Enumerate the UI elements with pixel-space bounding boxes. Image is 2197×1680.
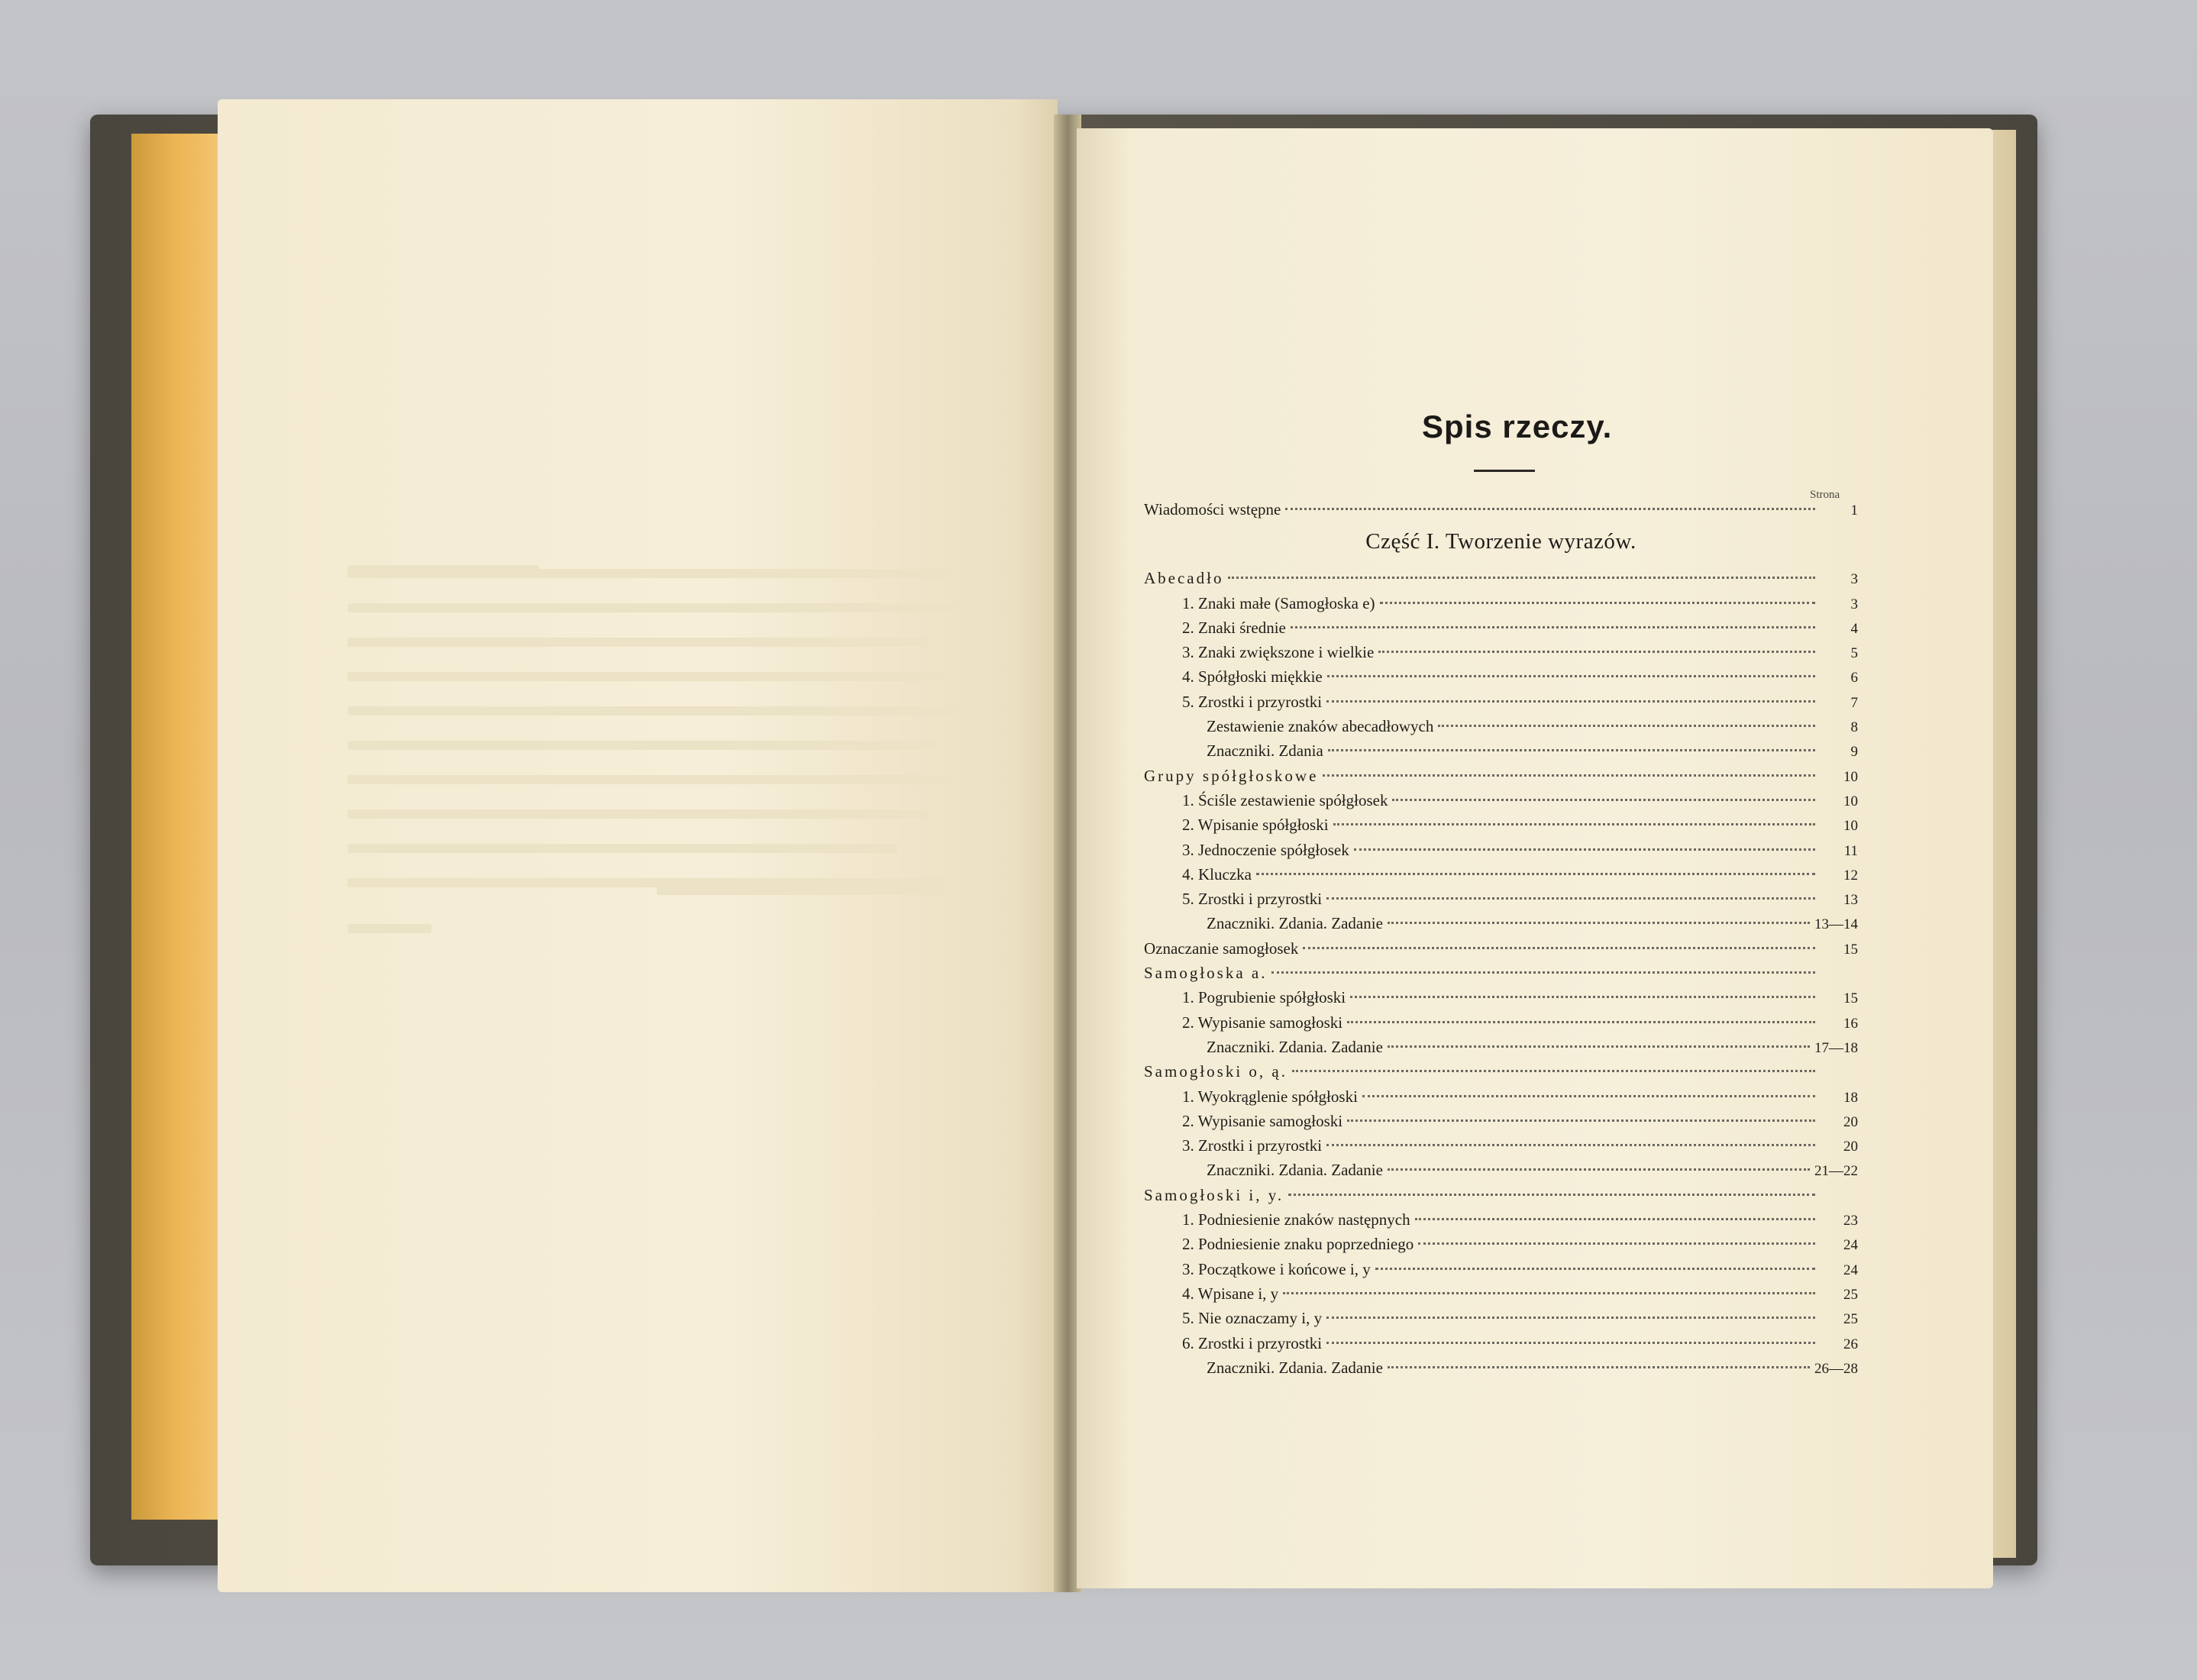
toc-entry-label: 5. Zrostki i przyrostki: [1182, 692, 1323, 711]
toc-entry-page: 17—18: [1814, 1039, 1858, 1056]
toc-entry-label: Samogłoski i, y.: [1144, 1185, 1284, 1204]
dot-leader: [1323, 774, 1815, 777]
toc-entry-page: 26—28: [1814, 1360, 1858, 1377]
toc-entry-label: 2. Wpisanie spółgłoski: [1182, 816, 1329, 835]
toc-entry: [1144, 1161, 1858, 1185]
dot-leader: [1326, 1144, 1815, 1146]
toc-entry-label: 2. Znaki średnie: [1182, 618, 1286, 637]
toc-entry: [1144, 1235, 1858, 1259]
toc-entry: [1144, 1334, 1858, 1359]
toc-entry: [1144, 1087, 1858, 1112]
toc-entry-label: Zestawienie znaków abecadłowych: [1207, 717, 1434, 736]
dot-leader: [1388, 1045, 1810, 1048]
dot-leader: [1438, 725, 1815, 727]
toc-entry-page: 5: [1850, 645, 1858, 662]
dot-leader: [1388, 922, 1810, 924]
toc-entry-label: Znaczniki. Zdania: [1207, 741, 1323, 761]
dot-leader: [1378, 651, 1815, 653]
dot-leader: [1328, 749, 1815, 751]
toc-entry-label: 5. Zrostki i przyrostki: [1182, 890, 1323, 909]
toc-entry: [1144, 643, 1858, 667]
toc-entry-label: 2. Podniesienie znaku poprzedniego: [1182, 1235, 1414, 1254]
dot-leader: [1326, 1342, 1815, 1344]
toc-entry: [1144, 693, 1858, 717]
toc-entry: [1144, 1359, 1858, 1383]
show-through-line: [657, 886, 947, 895]
dot-leader: [1350, 996, 1815, 998]
show-through-line: [347, 924, 431, 933]
dot-leader: [1388, 1168, 1810, 1171]
toc-entry-page: 13—14: [1814, 916, 1858, 933]
toc-entry: [1144, 841, 1858, 865]
toc-entry-label: Abecadło: [1144, 569, 1224, 588]
dot-leader: [1326, 1317, 1815, 1319]
toc-entry-page: 1: [1850, 502, 1858, 519]
dot-leader: [1288, 1194, 1815, 1196]
toc-entry: [1144, 1309, 1858, 1333]
toc-entry-label: Część I. Tworzenie wyrazów.: [1365, 529, 1636, 554]
toc-entry: [1144, 717, 1858, 741]
toc-entry-page: 10: [1843, 768, 1858, 785]
toc-entry-page: 8: [1850, 719, 1858, 736]
toc-entry-page: 12: [1843, 867, 1858, 884]
dot-leader: [1362, 1095, 1815, 1097]
dot-leader: [1333, 823, 1815, 825]
toc-entry: [1144, 816, 1858, 840]
dot-leader: [1392, 799, 1815, 801]
toc-entry-label: Samogłoska a.: [1144, 964, 1268, 983]
toc-entry: [1144, 594, 1858, 619]
toc-entry-label: Wiadomości wstępne: [1144, 500, 1281, 519]
dot-leader: [1228, 577, 1815, 579]
toc-entry: [1144, 1210, 1858, 1235]
toc-entry-page: 24: [1843, 1262, 1858, 1278]
toc-entry: [1144, 914, 1858, 939]
dot-leader: [1347, 1119, 1815, 1122]
show-through-line: [347, 569, 951, 578]
toc-entry: [1144, 1112, 1858, 1136]
dot-leader: [1303, 947, 1815, 949]
show-through-line: [347, 775, 951, 784]
toc-entry-label: 1. Znaki małe (Samogłoska e): [1182, 593, 1375, 612]
toc-entry-page: 7: [1850, 694, 1858, 711]
toc-entry-label: Samogłoski o, ą.: [1144, 1062, 1288, 1081]
show-through-line: [347, 706, 958, 716]
toc-entry: [1144, 1062, 1858, 1087]
toc-entry-label: Znaczniki. Zdania. Zadanie: [1207, 1037, 1383, 1056]
title-rule: [1474, 470, 1535, 472]
toc-entry-label: Znaczniki. Zdania. Zadanie: [1207, 1161, 1383, 1180]
toc-entry: [1144, 619, 1858, 643]
toc-entry-page: 15: [1843, 941, 1858, 958]
toc-entry: [1144, 1013, 1858, 1038]
toc-entry-label: 1. Pogrubienie spółgłoski: [1182, 988, 1346, 1007]
toc-entry-label: 5. Nie oznaczamy i, y: [1182, 1309, 1323, 1328]
toc-entry-label: 2. Wypisanie samogłoski: [1182, 1111, 1343, 1130]
toc-entry: [1144, 964, 1858, 988]
dot-leader: [1256, 873, 1815, 875]
toc-entry-label: Grupy spółgłoskowe: [1144, 766, 1319, 785]
dot-leader: [1326, 700, 1815, 703]
toc-entry: [1144, 939, 1858, 964]
dot-leader: [1375, 1268, 1815, 1270]
toc-entry-page: 26: [1843, 1336, 1858, 1352]
toc-entry-page: 4: [1850, 620, 1858, 637]
toc-entry-page: 16: [1843, 1015, 1858, 1032]
toc-entry-label: 3. Początkowe i końcowe i, y: [1182, 1259, 1371, 1278]
dot-leader: [1415, 1218, 1815, 1220]
toc-entry-label: 3. Znaki zwiększone i wielkie: [1182, 643, 1375, 662]
toc-entry-label: 2. Wypisanie samogłoski: [1182, 1013, 1343, 1032]
toc-entry-page: 3: [1850, 571, 1858, 588]
dot-leader: [1271, 971, 1815, 974]
toc-entry-page: 23: [1843, 1213, 1858, 1229]
toc-entry: [1144, 1186, 1858, 1210]
toc-title: Spis rzeczy.: [1422, 409, 1613, 444]
toc-entry: [1144, 500, 1858, 525]
toc-entry: [1144, 791, 1858, 816]
dot-leader: [1283, 1292, 1815, 1294]
toc-entry: [1144, 569, 1858, 593]
toc-entry-page: 15: [1843, 990, 1858, 1007]
dot-leader: [1292, 1070, 1815, 1072]
toc-entry-page: 10: [1843, 818, 1858, 835]
toc-entry-page: 21—22: [1814, 1163, 1858, 1180]
toc-entry-page: 18: [1843, 1089, 1858, 1106]
toc-entry-label: 1. Wyokrąglenie spółgłoski: [1182, 1087, 1358, 1106]
table-of-contents: [1144, 500, 1858, 1383]
toc-entry-page: 3: [1850, 596, 1858, 612]
toc-entry-page: 13: [1843, 892, 1858, 909]
dot-leader: [1354, 848, 1815, 851]
toc-entry: [1144, 525, 1858, 569]
toc-entry: [1144, 1284, 1858, 1309]
toc-entry-page: 20: [1843, 1113, 1858, 1130]
toc-entry-page: 25: [1843, 1286, 1858, 1303]
toc-entry-label: Znaczniki. Zdania. Zadanie: [1207, 1358, 1383, 1377]
toc-entry-label: 4. Wpisane i, y: [1182, 1284, 1279, 1303]
toc-entry-page: 24: [1843, 1237, 1858, 1254]
toc-entry-label: Znaczniki. Zdania. Zadanie: [1207, 914, 1383, 933]
show-through-line: [347, 672, 943, 681]
toc-entry-label: 3. Jednoczenie spółgłosek: [1182, 840, 1349, 859]
toc-entry-label: 4. Spółgłoski miękkie: [1182, 667, 1323, 687]
toc-entry: [1144, 1038, 1858, 1062]
toc-entry-page: 20: [1843, 1139, 1858, 1155]
toc-entry-page: 10: [1843, 793, 1858, 809]
toc-entry: [1144, 767, 1858, 791]
toc-entry-label: 1. Podniesienie znaków następnych: [1182, 1210, 1410, 1229]
toc-entry-page: 11: [1843, 842, 1858, 859]
dot-leader: [1326, 897, 1815, 900]
toc-entry-page: 9: [1850, 744, 1858, 761]
page-column-header: Strona: [1810, 489, 1840, 501]
toc-entry-label: 6. Zrostki i przyrostki: [1182, 1333, 1323, 1352]
toc-entry-page: 25: [1843, 1311, 1858, 1328]
show-through-line: [347, 638, 928, 647]
toc-entry-label: 3. Zrostki i przyrostki: [1182, 1136, 1323, 1155]
toc-entry-label: 1. Ściśle zestawienie spółgłosek: [1182, 790, 1388, 809]
dot-leader: [1380, 602, 1815, 604]
dot-leader: [1285, 508, 1815, 510]
toc-entry: [1144, 1136, 1858, 1161]
toc-entry: [1144, 865, 1858, 890]
toc-entry: [1144, 988, 1858, 1013]
toc-entry-label: 4. Kluczka: [1182, 864, 1252, 884]
dot-leader: [1388, 1366, 1810, 1368]
dot-leader: [1347, 1021, 1815, 1023]
toc-entry: [1144, 1260, 1858, 1284]
dot-leader: [1327, 675, 1815, 677]
toc-entry: [1144, 667, 1858, 692]
show-through-line: [347, 844, 897, 853]
toc-entry: [1144, 890, 1858, 914]
dot-leader: [1291, 626, 1815, 628]
toc-entry-label: Oznaczanie samogłosek: [1144, 939, 1299, 958]
show-through-line: [347, 809, 928, 819]
show-through-line: [347, 603, 958, 612]
show-through-line: [347, 741, 935, 750]
toc-entry: [1144, 741, 1858, 766]
dot-leader: [1418, 1242, 1815, 1245]
toc-entry-page: 6: [1850, 670, 1858, 687]
